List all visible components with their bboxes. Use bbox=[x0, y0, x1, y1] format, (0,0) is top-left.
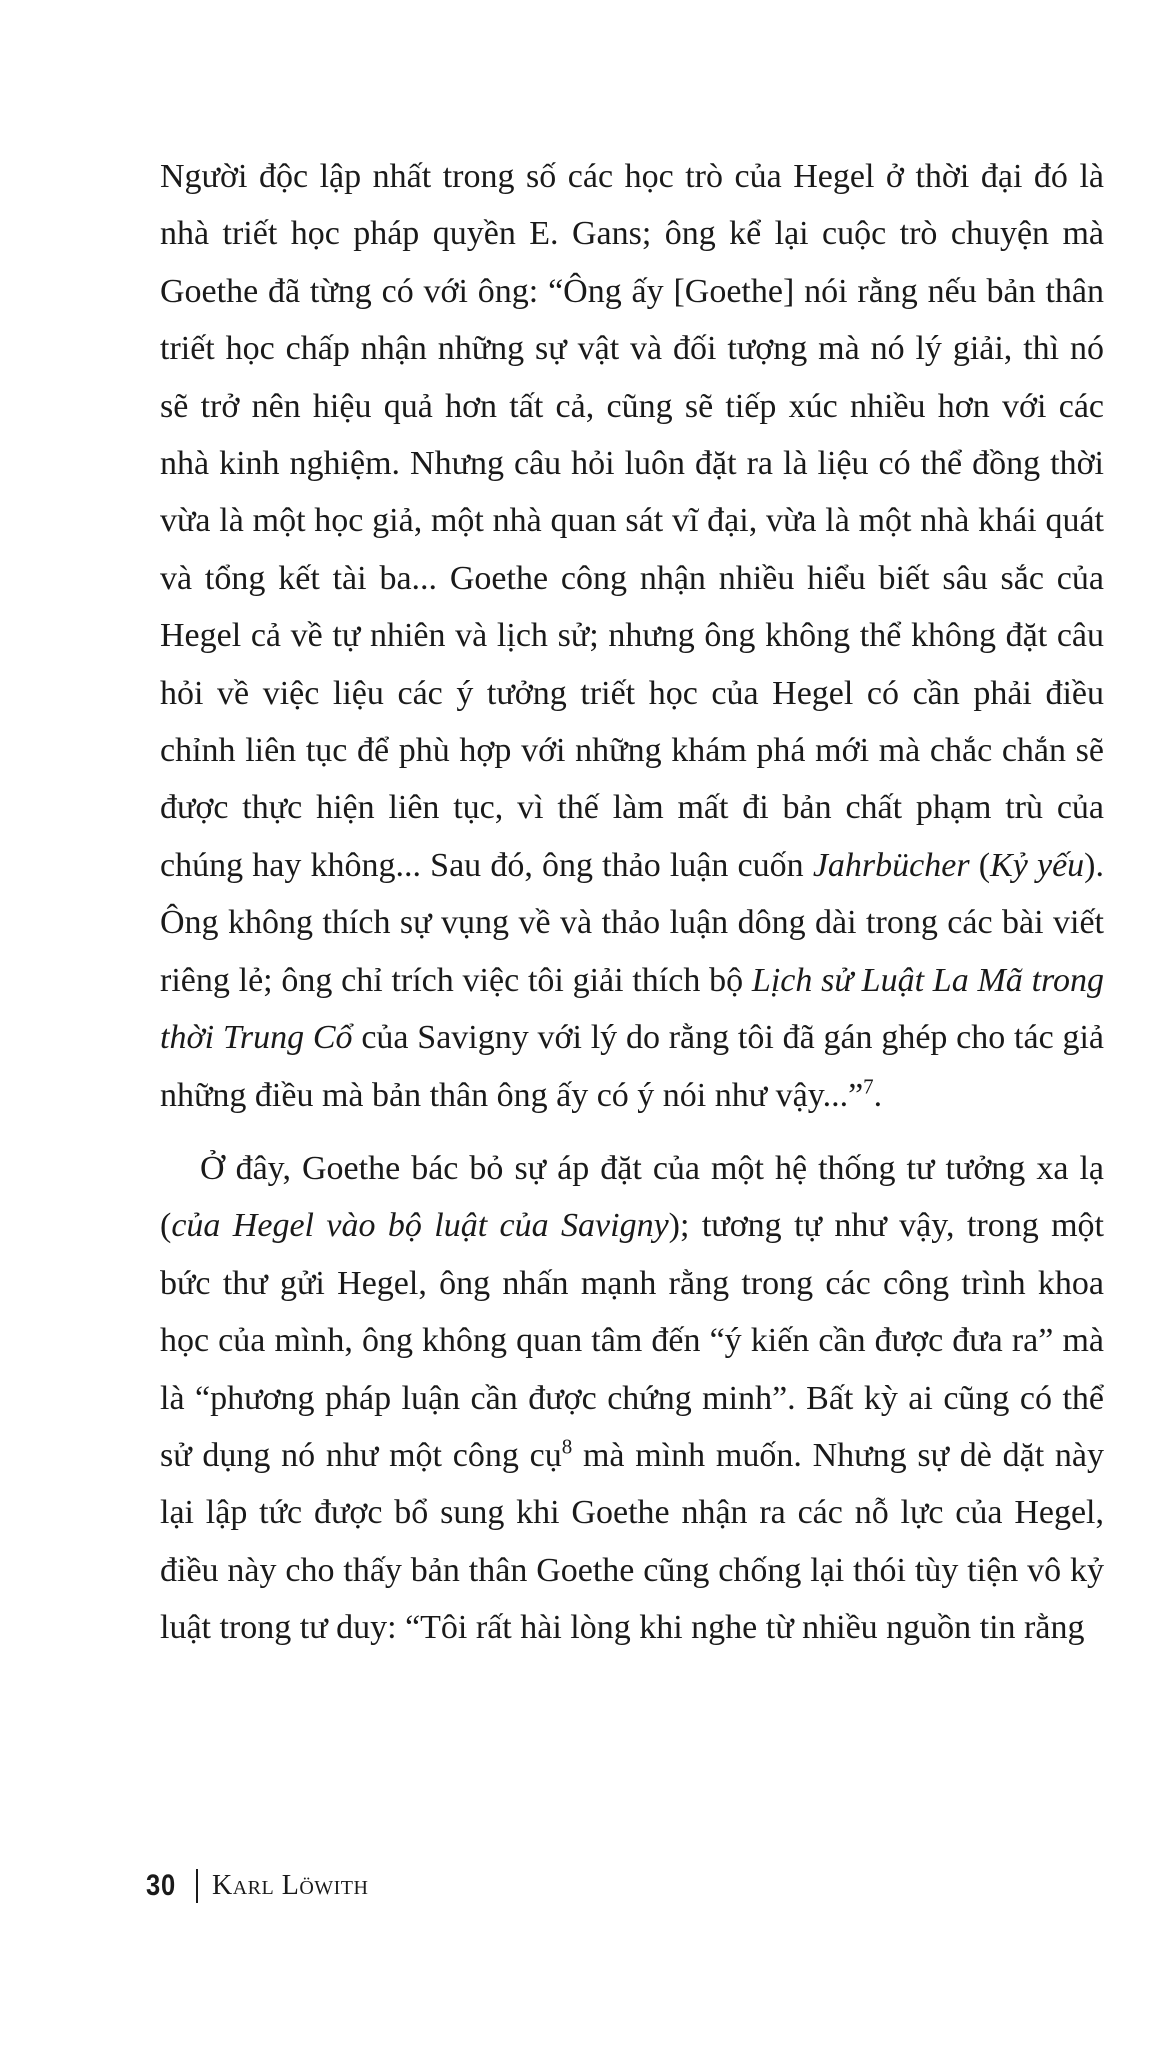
page-footer bbox=[146, 1866, 368, 1906]
footer-divider bbox=[196, 1869, 198, 1903]
paragraph-2-text-3: mà mình muốn. Nhưng sự dè dặt này lại lập tức được bổ sung khi Goethe nhận ra các nỗ lực của Hegel, điều này cho thấy bản thân Goethe cũng chống lại thói tùy tiện vô kỷ luật trong tư duy: “Tôi rất hài lòng khi nghe từ nhiều nguồn tin rằng bbox=[160, 1436, 1104, 1647]
paragraph-1-text-4: của Savigny với lý do rằng tôi đã gán ghép cho tác giả những điều mà bản thân ông ấy có ý nói như vậy...” bbox=[160, 1019, 1104, 1114]
paragraph-1-text-2: ( bbox=[969, 846, 991, 884]
footnote-marker-7[interactable]: 7 bbox=[863, 1074, 874, 1099]
paragraph-1 bbox=[160, 148, 1104, 1124]
book-title-jahrbucher: Jahrbücher bbox=[812, 846, 970, 884]
page-body bbox=[160, 148, 1104, 1657]
paragraph-1-text-5: . bbox=[873, 1076, 883, 1114]
running-head-author: Karl Löwith bbox=[212, 1870, 369, 1901]
footnote-marker-8[interactable]: 8 bbox=[561, 1434, 573, 1459]
paragraph-2-text-1: Ở đây, Goethe bác bỏ sự áp đặt của một hệ thống tư tưởng xa lạ ( bbox=[160, 1149, 1104, 1245]
paragraph-2-text-2: ); tương tự như vậy, trong một bức thư gửi Hegel, ông nhấn mạnh rằng trong các công trình khoa học của mình, ông không quan tâm đến “ý kiến cần được đưa ra” mà là “phương pháp luận cần được chứng minh”. Bất kỳ ai cũng có thể sử dụng nó như một công cụ bbox=[160, 1207, 1104, 1474]
paragraph-2 bbox=[160, 1140, 1104, 1657]
page-number: 30 bbox=[146, 1869, 177, 1902]
book-title-lich-su-luat: Lịch sử Luật La Mã trong thời Trung Cổ bbox=[160, 961, 1104, 1057]
italic-aside: của Hegel vào bộ luật của Savigny bbox=[171, 1207, 669, 1245]
book-title-ky-yeu: Kỷ yếu bbox=[990, 846, 1085, 884]
paragraph-1-text-1: Người độc lập nhất trong số các học trò của Hegel ở thời đại đó là nhà triết học pháp quyền E. Gans; ông kể lại cuộc trò chuyện mà Goethe đã từng có với ông: “Ông ấy [Goethe] nói rằng nếu bản thân triết học chấp nhận những sự vật và đối tượng mà nó lý giải, thì nó sẽ trở nên hiệu quả hơn tất cả, cũng sẽ tiếp xúc nhiều hơn với các nhà kinh nghiệm. Nhưng câu hỏi luôn đặt ra là liệu có thể đồng thời vừa là một học giả, một nhà quan sát vĩ đại, vừa là một nhà khái quát và tổng kết tài ba... Goethe công nhận nhiều hiểu biết sâu sắc của Hegel cả về tự nhiên và lịch sử; nhưng ông không thể không đặt câu hỏi về việc liệu các ý tưởng triết học của Hegel có cần phải điều chỉnh liên tục để phù hợp với những khám phá mới mà chắc chắn sẽ được thực hiện liên tục, vì thế làm mất đi bản chất phạm trù của chúng hay không... Sau đó, ông thảo luận cuốn bbox=[160, 158, 1104, 884]
paragraph-1-text-3: ). Ông không thích sự vụng về và thảo luận dông dài trong các bài viết riêng lẻ; ông chỉ trích việc tôi giải thích bộ bbox=[160, 846, 1104, 999]
